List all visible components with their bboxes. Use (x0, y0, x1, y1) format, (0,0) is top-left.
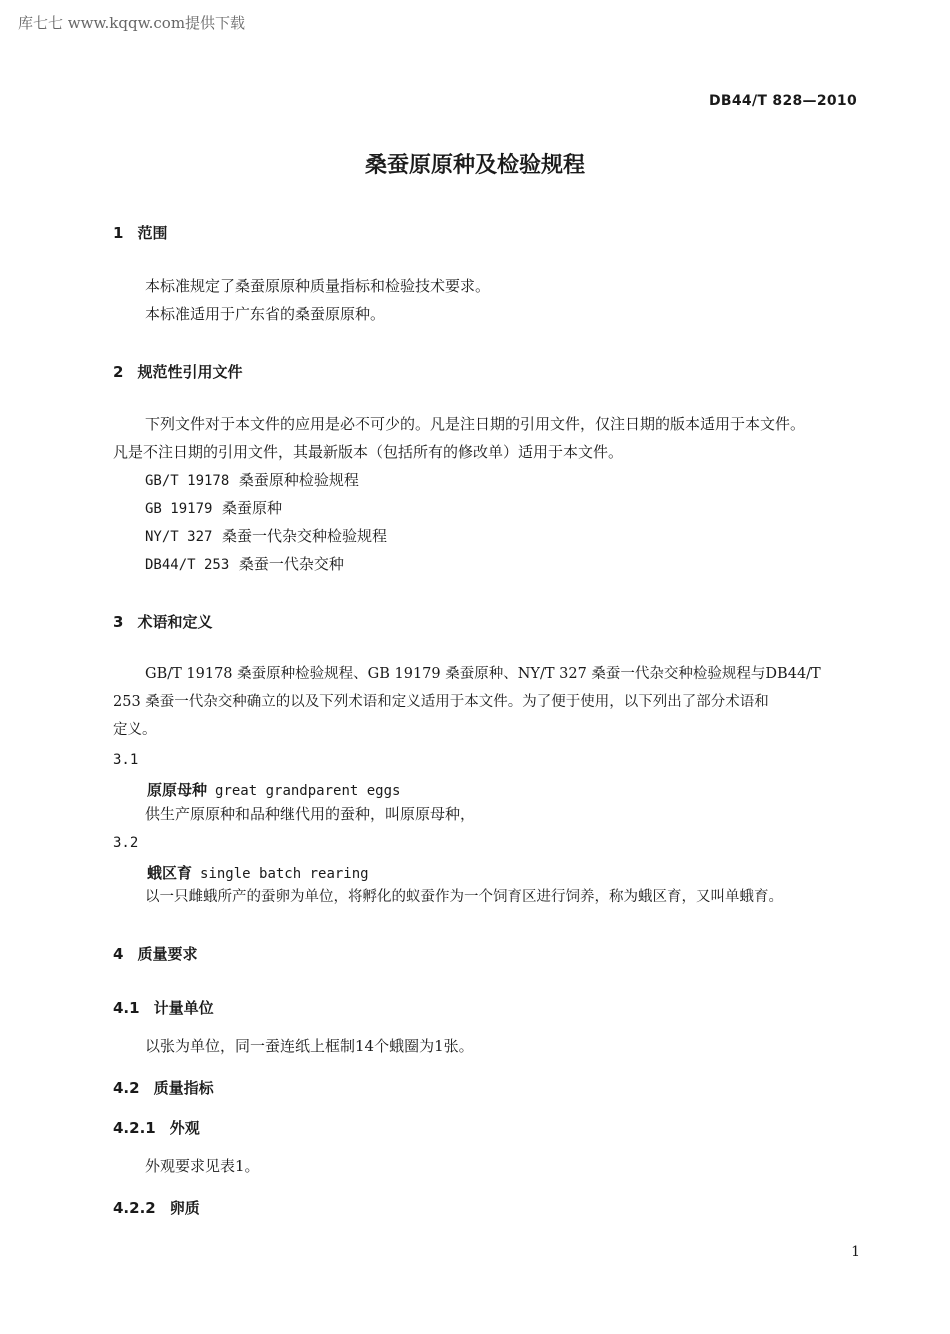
section-title: 规范性引用文件 (137, 363, 243, 381)
section-number: 4.2.1 (113, 1119, 156, 1137)
reference-item (145, 550, 344, 579)
section-title: 卵质 (169, 1199, 200, 1217)
section-number: 4 (113, 945, 124, 963)
reference-code: DB44/T 253 (145, 557, 230, 573)
section-title: 术语和定义 (137, 613, 213, 631)
paragraph-line: 下列文件对于本文件的应用是必不可少的。凡是注日期的引用文件，仅注日期的版本适用于本文件。 (145, 415, 806, 433)
section-title: 外观 (169, 1119, 200, 1137)
watermark: 库七七 www.kqqw.com提供下载 (18, 14, 246, 32)
reference-name: 桑蚕一代杂交种检验规程 (221, 527, 387, 545)
section-number: 4.1 (113, 999, 140, 1017)
term-chinese: 原原母种 (147, 781, 208, 799)
subsection-4-2-1-heading (113, 1117, 200, 1138)
term-entry (147, 779, 400, 800)
page-title: 桑蚕原原种及检验规程 (364, 153, 585, 178)
reference-item (145, 466, 359, 495)
paragraph-line: 定义。 (113, 722, 157, 738)
reference-code: GB/T 19178 (145, 473, 230, 489)
term-definition: 以一只雌蛾所产的蚕卵为单位，将孵化的蚁蚕作为一个饲育区进行饲养，称为蛾区育，又叫单蛾育。 (145, 889, 783, 905)
paragraph (113, 410, 865, 466)
paragraph-line: GB/T 19178 桑蚕原种检验规程、GB 19179 桑蚕原种、NY/T 327 桑蚕一代杂交种检验规程与DB44/T (145, 666, 821, 682)
section-number: 2 (113, 363, 124, 381)
paragraph (113, 660, 865, 744)
document-number: DB44/T 828—2010 (709, 93, 857, 109)
term-english: single batch rearing (200, 866, 369, 882)
term-definition: 供生产原原种和品种继代用的蚕种，叫原原母种， (145, 805, 476, 823)
paragraph-line: 凡是不注日期的引用文件，其最新版本（包括所有的修改单）适用于本文件。 (113, 443, 624, 461)
section-title: 范围 (137, 224, 168, 242)
page-number: 1 (851, 1244, 860, 1260)
reference-name: 桑蚕原种 (221, 499, 282, 517)
section-title: 计量单位 (153, 999, 214, 1017)
term-number: 3.1 (113, 752, 139, 768)
paragraph: 外观要求见表1。 (145, 1157, 260, 1175)
paragraph: 以张为单位，同一蚕连纸上框制14个蛾圈为1张。 (145, 1037, 474, 1055)
paragraph: 本标准适用于广东省的桑蚕原原种。 (145, 305, 386, 323)
reference-item (145, 494, 282, 523)
term-entry (147, 862, 369, 883)
term-english: great grandparent eggs (215, 783, 401, 799)
section-1-heading (113, 222, 167, 243)
section-number: 4.2.2 (113, 1199, 156, 1217)
reference-item (145, 522, 387, 551)
section-number: 3 (113, 613, 124, 631)
subsection-4-2-2-heading (113, 1197, 200, 1218)
subsection-4-1-heading (113, 997, 214, 1018)
section-4-heading (113, 943, 197, 964)
section-3-heading (113, 611, 212, 632)
reference-code: NY/T 327 (145, 529, 213, 545)
term-number: 3.2 (113, 835, 139, 851)
reference-name: 桑蚕一代杂交种 (238, 555, 344, 573)
subsection-4-2-heading (113, 1077, 214, 1098)
section-title: 质量要求 (137, 945, 198, 963)
section-number: 4.2 (113, 1079, 140, 1097)
paragraph-line: 253 桑蚕一代杂交种确立的以及下列术语和定义适用于本文件。为了便于使用，以下列出了部分术语和 (113, 694, 769, 710)
paragraph: 本标准规定了桑蚕原原种质量指标和检验技术要求。 (145, 277, 491, 295)
section-number: 1 (113, 224, 124, 242)
reference-code: GB 19179 (145, 501, 213, 517)
term-chinese: 蛾区育 (147, 864, 193, 882)
reference-name: 桑蚕原种检验规程 (238, 471, 359, 489)
section-title: 质量指标 (153, 1079, 214, 1097)
section-2-heading (113, 361, 242, 382)
